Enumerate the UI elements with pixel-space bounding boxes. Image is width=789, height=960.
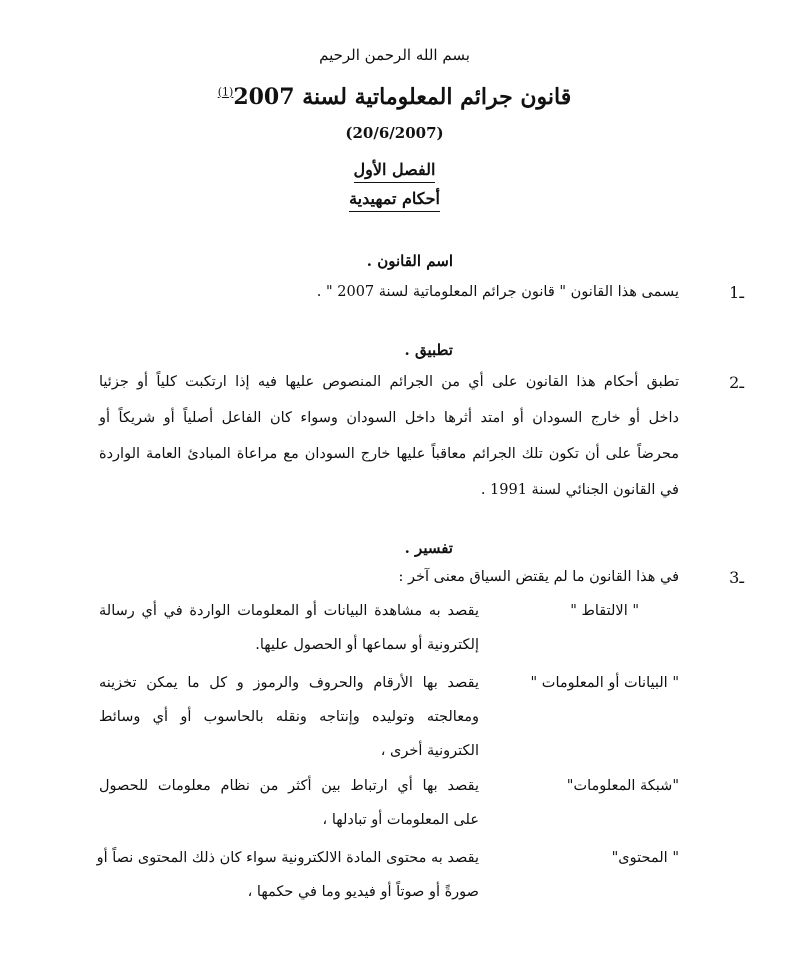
definition-text: ومعالجته وتوليده وإنتاجه ونقله بالحاسوب أو أي وسائط: [99, 709, 479, 725]
definition-text: على المعلومات أو تبادلها ،: [322, 812, 479, 828]
section-text: داخل أو خارج السودان أو امتد أثرها داخل السودان وسواء كان الفاعل أصلياً أو شريكاً أو: [99, 410, 679, 426]
definition-text: يقصد به مشاهدة البيانات أو المعلومات الواردة في أي رسالة: [99, 603, 479, 619]
definition-term: " البيانات أو المعلومات ": [530, 675, 679, 691]
definition-text: يقصد بها أي ارتباط بين أكثر من نظام معلومات للحصول: [99, 778, 479, 794]
definition-text: الكترونية أخرى ،: [380, 743, 479, 759]
definition-term: " الالتقاط ": [570, 603, 639, 619]
section-text: تطبق أحكام هذا القانون على أي من الجرائم المنصوص عليها فيه إذا ارتكبت كلياً أو جزئيا: [99, 374, 679, 390]
section-heading: اسم القانون .: [366, 252, 453, 270]
definition-text: يقصد به محتوى المادة الالكترونية سواء كان ذلك المحتوى نصاً أو: [96, 850, 479, 866]
page-title: [0, 84, 789, 110]
section-heading: تطبيق .: [404, 341, 453, 359]
chapter-subtitle: أحكام تمهيدية: [0, 189, 789, 208]
section-heading: تفسير .: [404, 539, 453, 557]
section-text: محرضاً على أن تكون تلك الجرائم معاقباً عليها خارج السودان مع مراعاة المبادئ العامة الواردة: [99, 446, 679, 462]
law-date: (20/6/2007): [345, 124, 444, 142]
footnote-ref[interactable]: (1): [217, 85, 234, 99]
definition-text: يقصد بها الأرقام والحروف والرموز و كل ما يمكن تخزينه: [99, 675, 479, 691]
section-number: 3ـ: [729, 568, 744, 587]
law-title: قانون جرائم المعلوماتية لسنة 2007: [233, 84, 572, 110]
chapter-title: الفصل الأول: [0, 160, 789, 179]
definition-text: صورةً أو صوتاً أو فيديو وما في حكمها ،: [247, 884, 479, 900]
section-text: في القانون الجنائي لسنة 1991 .: [480, 482, 679, 498]
definition-term: " المحتوى": [611, 850, 679, 866]
definition-term: "شبكة المعلومات": [566, 778, 679, 794]
definition-text: إلكترونية أو سماعها أو الحصول عليها.: [255, 637, 479, 653]
section-number: 1ـ: [729, 283, 744, 302]
section-number: 2ـ: [729, 373, 744, 392]
basmala: بسم الله الرحمن الرحيم: [319, 46, 470, 64]
section-intro: في هذا القانون ما لم يقتض السياق معنى آخر :: [398, 569, 679, 585]
section-text: يسمى هذا القانون " قانون جرائم المعلوماتية لسنة 2007 " .: [316, 284, 679, 300]
